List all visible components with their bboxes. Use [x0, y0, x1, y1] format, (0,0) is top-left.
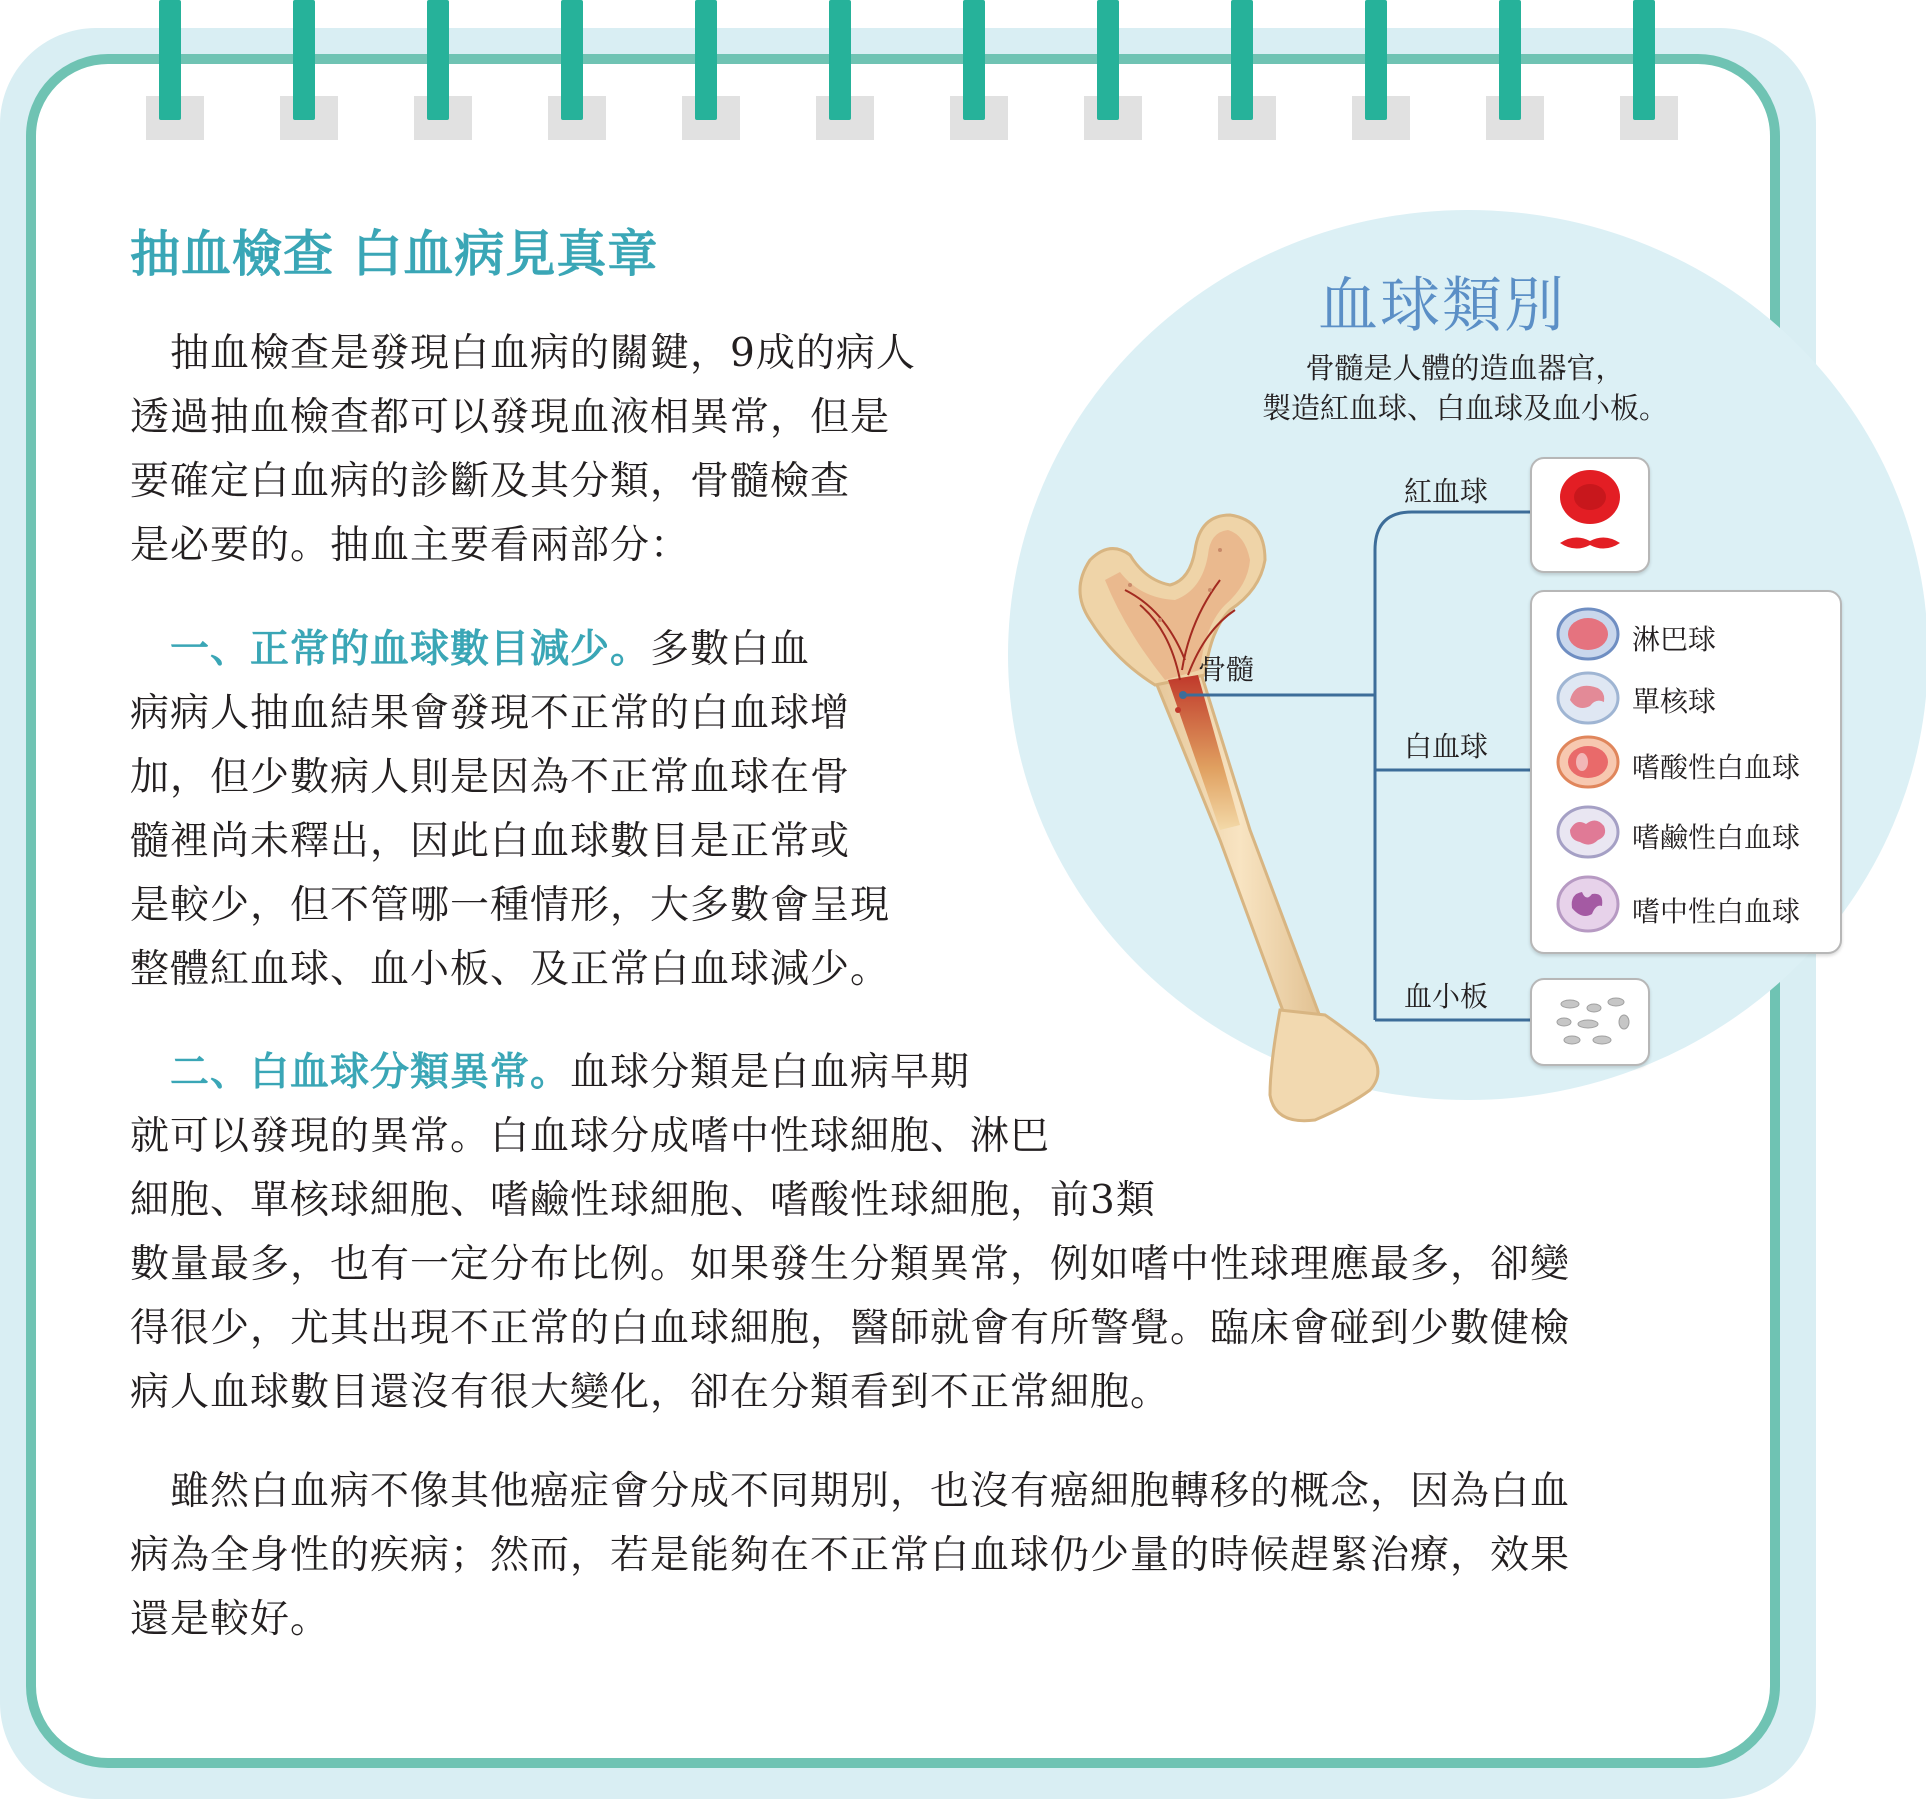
red-blood-cell-card: [1530, 457, 1650, 573]
neutrophil-label: 嗜中性白血球: [1632, 895, 1801, 928]
infographic-title: 血球類別: [1318, 271, 1566, 341]
section-one-text: 多數白血: [650, 627, 811, 672]
conclusion-line: 雖然白血病不像其他癌症會分成不同期別，也沒有癌細胞轉移的概念，因為白血: [130, 1469, 1571, 1514]
basophil-icon: [1556, 804, 1620, 860]
monocyte-icon: [1556, 670, 1620, 726]
conclusion-paragraph: [130, 1460, 1570, 1652]
platelet-card: [1530, 978, 1650, 1066]
intro-line: 抽血檢查是發現白血病的關鍵，9成的病人: [130, 331, 916, 376]
infographic-subtitle-line: 骨髓是人體的造血器官，: [1305, 351, 1625, 385]
section-two-line: 數量最多，也有一定分布比例。如果發生分類異常，例如嗜中性球理應最多，卻變: [130, 1242, 1571, 1287]
section-two-text: 血球分類是白血病早期: [570, 1050, 971, 1095]
section-one-line: 加，但少數病人則是因為不正常血球在骨: [130, 755, 851, 800]
intro-line: 透過抽血檢查都可以發現血液相異常，但是: [130, 395, 891, 440]
section-one-line: 整體紅血球、血小板、及正常白血球減少。: [130, 947, 891, 992]
lymphocyte-icon: [1556, 606, 1620, 662]
section-two-heading: 二、白血球分類異常。: [130, 1050, 571, 1095]
intro-line: 是必要的。抽血主要看兩部分：: [130, 523, 691, 568]
section-two-line: 細胞、單核球細胞、嗜鹼性球細胞、嗜酸性球細胞，前3類: [130, 1178, 1156, 1223]
platelet-label: 血小板: [1404, 980, 1489, 1013]
neutrophil-icon: [1556, 874, 1620, 934]
eosinophil-label: 嗜酸性白血球: [1632, 751, 1801, 784]
intro-paragraph: [130, 322, 916, 578]
infographic-subtitle-line: 製造紅血球、白血球及血小板。: [1261, 391, 1668, 425]
conclusion-line: 病為全身性的疾病；然而，若是能夠在不正常白血球仍少量的時候趕緊治療，效果: [130, 1533, 1571, 1578]
section-one-heading: 一、正常的血球數目減少。: [130, 627, 651, 672]
red-blood-cell-icon: [1532, 459, 1648, 571]
white-blood-cell-card: [1530, 590, 1842, 954]
section-one-line: 是較少，但不管哪一種情形，大多數會呈現: [130, 883, 891, 928]
platelet-icon: [1532, 980, 1648, 1064]
section-one-line: 髓裡尚未釋出，因此白血球數目是正常或: [130, 819, 851, 864]
monocyte-label: 單核球: [1632, 685, 1717, 718]
basophil-label: 嗜鹼性白血球: [1632, 821, 1801, 854]
connector-lines: [1150, 500, 1550, 1060]
section-one-paragraph: [130, 618, 890, 1002]
section-one-line: 病病人抽血結果會發現不正常的白血球增: [130, 691, 851, 736]
section-two-line: 病人血球數目還沒有很大變化，卻在分類看到不正常細胞。: [130, 1370, 1171, 1415]
article-heading: 抽血檢查 白血病見真章: [130, 225, 659, 283]
intro-line: 要確定白血病的診斷及其分類，骨髓檢查: [130, 459, 851, 504]
white-blood-cell-label: 白血球: [1404, 730, 1489, 763]
infographic-subtitle: [1190, 348, 1740, 428]
bone-marrow-label: 骨髓: [1198, 653, 1255, 686]
section-two-line: 得很少，尤其出現不正常的白血球細胞，醫師就會有所警覺。臨床會碰到少數健檢: [130, 1306, 1571, 1351]
conclusion-line: 還是較好。: [130, 1597, 331, 1642]
eosinophil-icon: [1556, 734, 1620, 790]
red-blood-cell-label: 紅血球: [1404, 475, 1489, 508]
section-two-line: 就可以發現的異常。白血球分成嗜中性球細胞、淋巴: [130, 1114, 1051, 1159]
lymphocyte-label: 淋巴球: [1632, 623, 1717, 656]
